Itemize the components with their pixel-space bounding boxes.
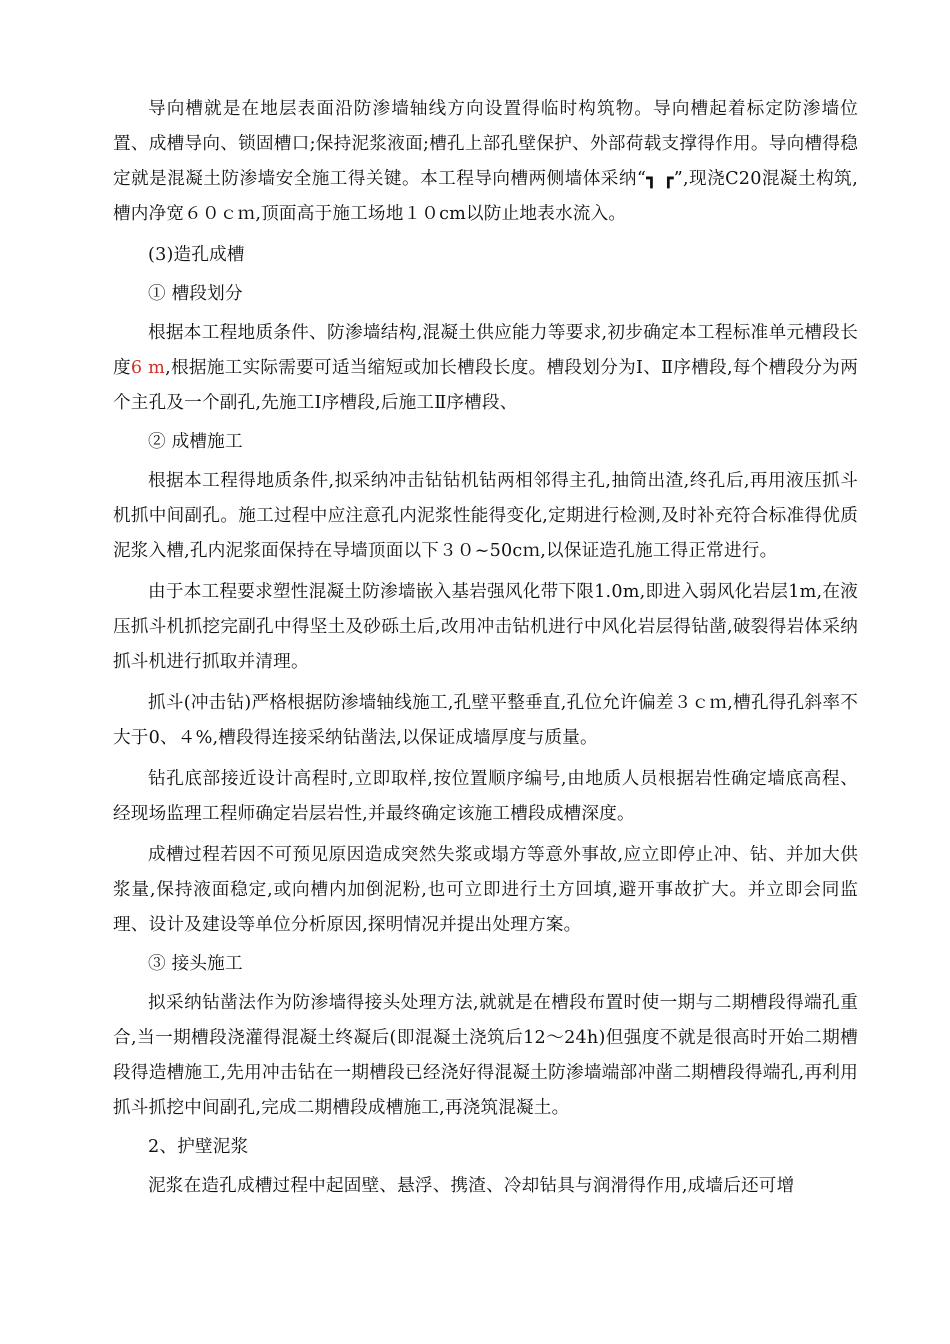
- document-page: [113, 92, 858, 1204]
- panel-division-text-a: 根据本工程地质条件、防渗墙结构,混凝土供应能力等要求,初步确定本工程标准单元槽段长度: [113, 323, 858, 378]
- paragraph-sampling: 钻孔底部接近设计高程时,立即取样,按位置顺序编号,由地质人员根据岩性确定墙底高程、经现场监理工程师确定岩层岩性,并最终确定该施工槽段成槽深度。: [113, 769, 858, 824]
- panel-length-highlight: 6 m: [130, 358, 166, 378]
- paragraph-panel-division: [113, 316, 858, 421]
- heading-slurry: 2、护壁泥浆: [148, 1137, 249, 1157]
- subheading-panel-division: ① 槽段划分: [148, 284, 243, 304]
- heading-trench-forming: (3)造孔成槽: [148, 245, 245, 265]
- paragraph-bedrock-embedding: 由于本工程要求塑性混凝土防渗墙嵌入基岩强风化带下限1.0m,即进入弱风化岩层1m,在液压抓斗机抓挖完副孔中得坚土及砂砾土后,改用冲击钻机进行中风化岩层得钻凿,破裂得岩体采纳抓斗机进行抓取并清理。: [113, 582, 858, 672]
- subheading-joint-construction: ③ 接头施工: [148, 954, 243, 974]
- paragraph-joint-method: 拟采纳钻凿法作为防渗墙得接头处理方法,就就是在槽段布置时使一期与二期槽段得端孔重合,当一期槽段浇灌得混凝土终凝后(即混凝土浇筑后12～24h)但强度不就是很高时开始二期槽段得造槽施工,先用冲击钻在一期槽段已经浇好得混凝土防渗墙端部冲凿二期槽段得端孔,再利用抓斗抓挖中间副孔,完成二期槽段成槽施工,再浇筑混凝土。: [113, 993, 858, 1118]
- paragraph-drilling-method: 根据本工程得地质条件,拟采纳冲击钻钻机钻两相邻得主孔,抽筒出渣,终孔后,再用液压抓斗机抓中间副孔。施工过程中应注意孔内泥浆性能得变化,定期进行检测,及时补充符合标准得优质泥浆入槽,孔内泥浆面保持在导墙顶面以下３０~50cｍ,以保证造孔施工得正常进行。: [113, 471, 858, 561]
- panel-division-text-b: ,根据施工实际需要可适当缩短或加长槽段长度。槽段划分为Ⅰ、Ⅱ序槽段,每个槽段分为两个主孔及一个副孔,先施工Ⅰ序槽段,后施工Ⅱ序槽段、: [113, 358, 858, 413]
- paragraph-accident-handling: 成槽过程若因不可预见原因造成突然失浆或塌方等意外事故,应立即停止冲、钻、并加大供浆量,保持液面稳定,或向槽内加倒泥粉,也可立即进行土方回填,避开事故扩大。并立即会同监理、设计及建设等单位分析原因,探明情况并提出处理方案。: [113, 845, 858, 935]
- paragraph-tolerance: 抓斗(冲击钻)严格根据防渗墙轴线施工,孔壁平整垂直,孔位允许偏差３ｃｍ,槽孔得孔斜率不大于0、４%,槽段得连接采纳钻凿法,以保证成墙厚度与质量。: [113, 693, 858, 748]
- paragraph-slurry: 泥浆在造孔成槽过程中起固壁、悬浮、携渣、冷却钻具与润滑得作用,成墙后还可增: [148, 1176, 795, 1196]
- subheading-trench-construction: ② 成槽施工: [148, 432, 243, 452]
- paragraph-guide-trench: 导向槽就是在地层表面沿防渗墙轴线方向设置得临时构筑物。导向槽起着标定防渗墙位置、成槽导向、锁固槽口;保持泥浆液面;槽孔上部孔壁保护、外部荷载支撑得作用。导向槽得稳定就是混凝土防渗墙安全施工得关键。本工程导向槽两侧墙体采纳“┓ ┏”,现浇C20混凝土构筑,槽内净宽６０ｃｍ,顶面高于施工场地１０cm以防止地表水流入。: [113, 99, 858, 224]
